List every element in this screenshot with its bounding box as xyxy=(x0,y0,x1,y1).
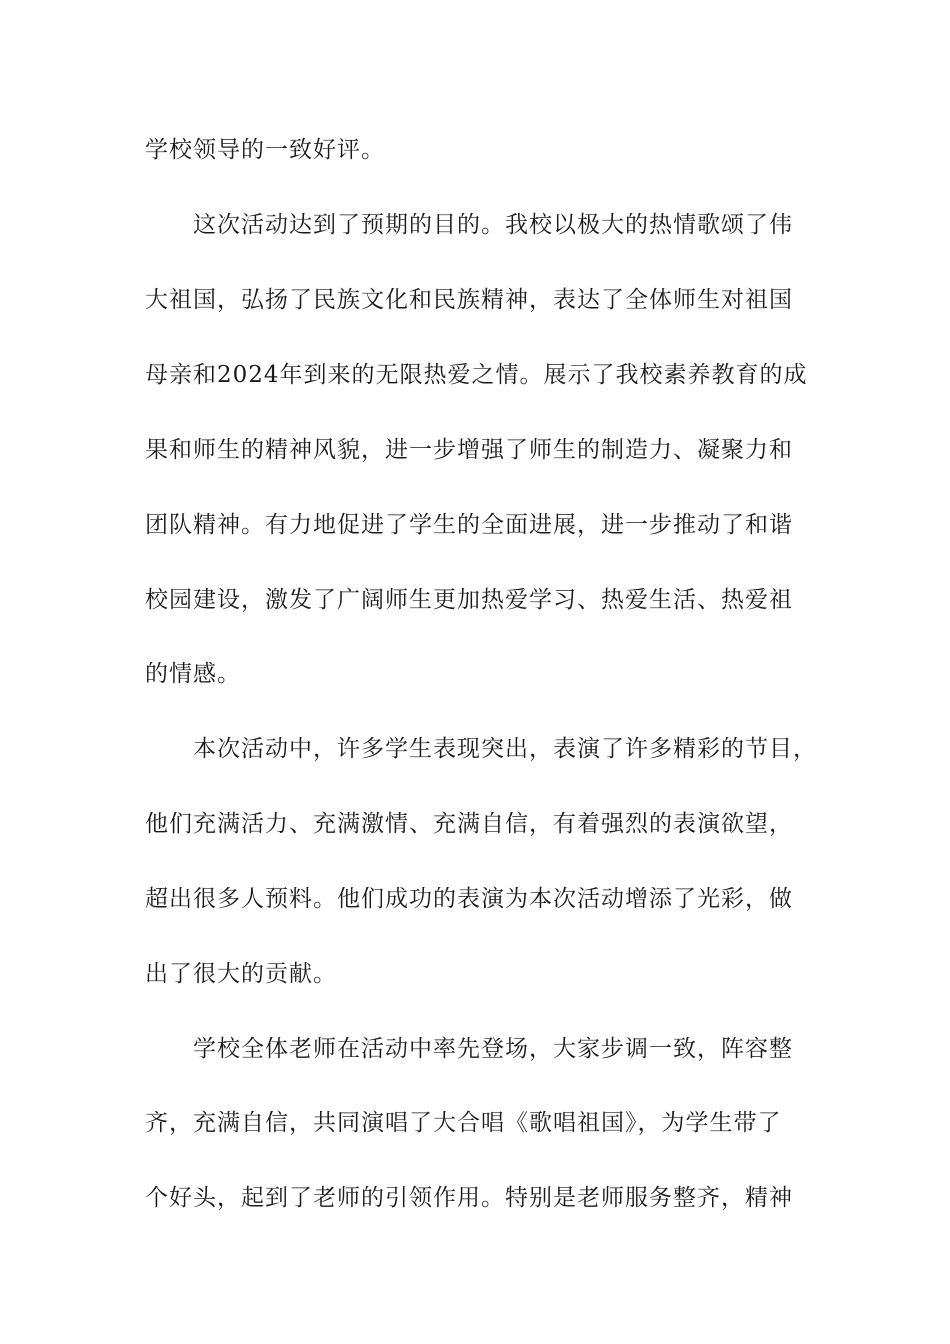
text-line: 果和师生的精神风貌，进一步增强了师生的制造力、凝聚力和 xyxy=(145,437,793,463)
text-line: 个好头，起到了老师的引领作用。特别是老师服务整齐，精神 xyxy=(145,1185,793,1211)
text-line: 团队精神。有力地促进了学生的全面进展，进一步推动了和谐 xyxy=(145,512,793,538)
paragraph-start-line: 这次活动达到了预期的目的。我校以极大的热情歌颂了伟 xyxy=(193,212,793,238)
text-line: 超出很多人预料。他们成功的表演为本次活动增添了光彩，做 xyxy=(145,886,793,912)
text-line: 大祖国，弘扬了民族文化和民族精神，表达了全体师生对祖国 xyxy=(145,287,793,313)
text-line: 校园建设，激发了广阔师生更加热爱学习、热爱生活、热爱祖 xyxy=(145,587,793,613)
text-line: 学校领导的一致好评。 xyxy=(145,137,385,163)
text-line: 齐，充满自信，共同演唱了大合唱《歌唱祖国》，为学生带了 xyxy=(145,1110,782,1136)
text-line: 母亲和2024年到来的无限热爱之情。展示了我校素养教育的成 xyxy=(145,362,808,388)
paragraph-start-line: 本次活动中，许多学生表现突出，表演了许多精彩的节目， xyxy=(193,736,817,762)
text-line: 出了很大的贡献。 xyxy=(145,961,337,987)
text-line: 他们充满活力、充满激情、充满自信，有着强烈的表演欲望， xyxy=(145,811,793,837)
paragraph-start-line: 学校全体老师在活动中率先登场，大家步调一致，阵容整 xyxy=(193,1036,793,1062)
text-line: 的情感。 xyxy=(145,661,241,687)
